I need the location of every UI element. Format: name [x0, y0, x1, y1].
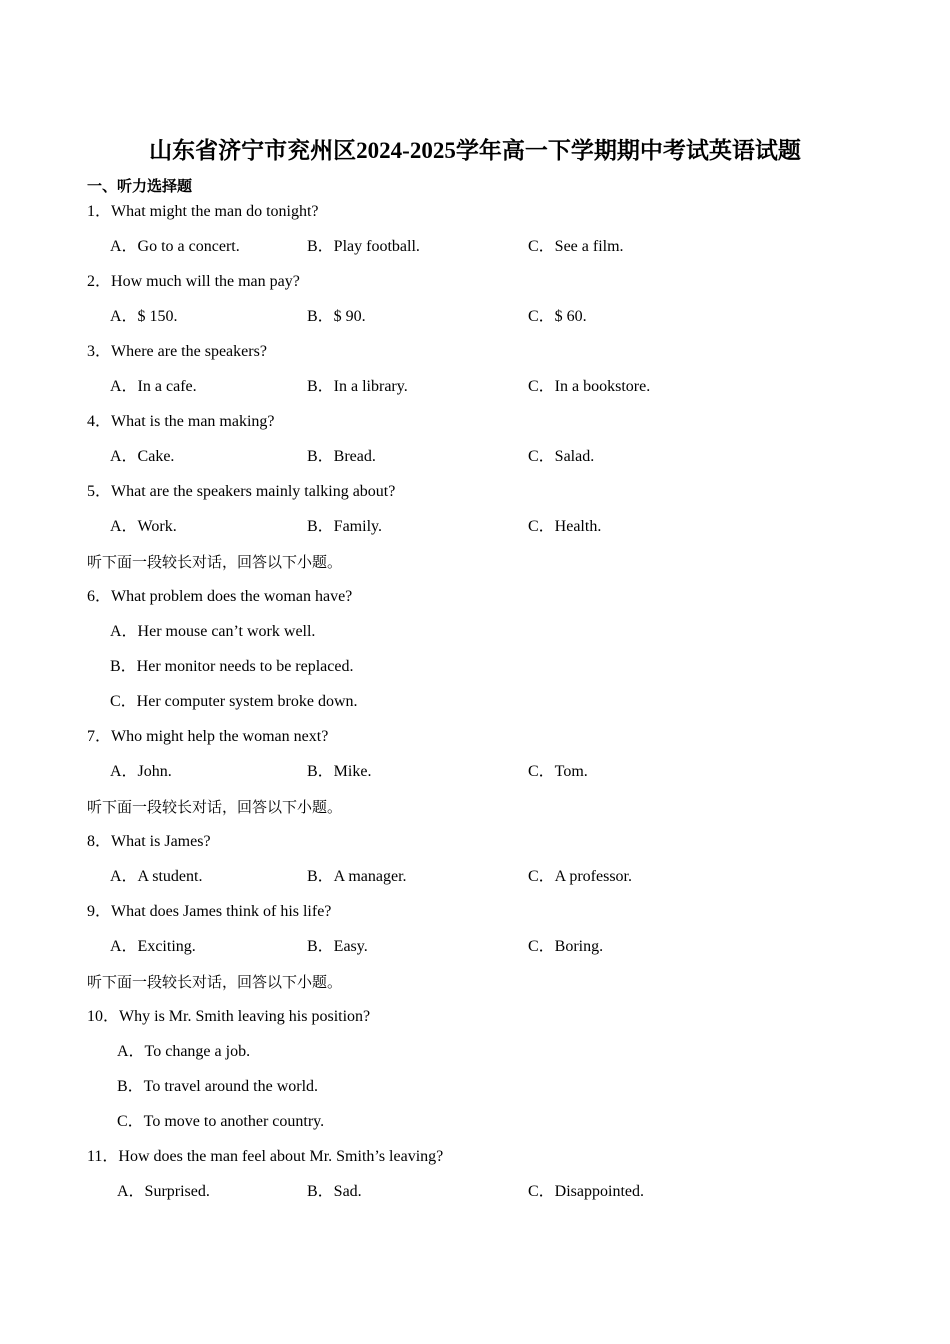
question-3 [87, 341, 267, 363]
option-4b: B．Bread. [307, 448, 376, 465]
option-7c: C．Tom. [528, 763, 588, 780]
question-text: What is the man making? [111, 413, 275, 430]
question-text: What are the speakers mainly talking about? [111, 483, 396, 500]
option-9b: B．Easy. [307, 938, 368, 955]
option-1c: C．See a film. [528, 238, 624, 255]
question-text: How does the man feel about Mr. Smith’s leaving? [118, 1148, 444, 1165]
option-7b: B．Mike. [307, 763, 372, 780]
listening-instruction: 听下面一段较长对话，回答以下小题。 [87, 975, 343, 991]
option-3c: C．In a bookstore. [528, 378, 651, 395]
question-text: Why is Mr. Smith leaving his position? [119, 1008, 371, 1025]
option-5b: B．Family. [307, 518, 382, 535]
option-2c: C．$ 60. [528, 308, 587, 325]
question-5 [87, 481, 395, 503]
question-text: Where are the speakers? [111, 343, 267, 360]
option-10b: B．To travel around the world. [117, 1078, 319, 1095]
option-5a: A．Work. [110, 518, 177, 535]
option-8b: B．A manager. [307, 868, 407, 885]
option-7a: A．John. [110, 763, 172, 780]
section-title: 一、听力选择题 [87, 179, 193, 195]
option-4a: A．Cake. [110, 448, 175, 465]
option-11b: B．Sad. [307, 1183, 362, 1200]
question-number: 6． [87, 588, 112, 605]
question-text: How much will the man pay? [111, 273, 300, 290]
question-number: 5． [87, 483, 112, 500]
option-3a: A．In a cafe. [110, 378, 197, 395]
option-11a: A．Surprised. [117, 1183, 210, 1200]
option-6a: A．Her mouse can’t work well. [110, 623, 316, 640]
question-number: 7． [87, 728, 112, 745]
question-4 [87, 411, 275, 433]
option-8c: C．A professor. [528, 868, 633, 885]
question-text: Who might help the woman next? [111, 728, 329, 745]
question-number: 10． [87, 1008, 120, 1025]
option-10a: A．To change a job. [117, 1043, 251, 1060]
listening-instruction: 听下面一段较长对话，回答以下小题。 [87, 800, 343, 816]
option-6c: C．Her computer system broke down. [110, 693, 358, 710]
question-10 [87, 1006, 370, 1028]
option-9a: A．Exciting. [110, 938, 196, 955]
option-6b: B．Her monitor needs to be replaced. [110, 658, 354, 675]
option-11c: C．Disappointed. [528, 1183, 644, 1200]
option-3b: B．In a library. [307, 378, 408, 395]
option-8a: A．A student. [110, 868, 203, 885]
question-text: What does James think of his life? [111, 903, 332, 920]
question-number: 1． [87, 203, 112, 220]
question-number: 3． [87, 343, 112, 360]
question-7 [87, 726, 328, 748]
option-9c: C．Boring. [528, 938, 604, 955]
question-number: 11． [87, 1148, 119, 1165]
option-5c: C．Health. [528, 518, 602, 535]
question-number: 9． [87, 903, 112, 920]
question-1 [87, 201, 319, 223]
question-text: What might the man do tonight? [111, 203, 319, 220]
option-10c: C．To move to another country. [117, 1113, 325, 1130]
question-number: 4． [87, 413, 112, 430]
option-4c: C．Salad. [528, 448, 595, 465]
question-text: What problem does the woman have? [111, 588, 353, 605]
option-2a: A．$ 150. [110, 308, 178, 325]
question-11 [87, 1146, 443, 1168]
option-1b: B．Play football. [307, 238, 420, 255]
question-9 [87, 901, 331, 923]
option-1a: A．Go to a concert. [110, 238, 240, 255]
question-number: 2． [87, 273, 112, 290]
question-2 [87, 271, 300, 293]
question-8 [87, 831, 211, 853]
option-2b: B．$ 90. [307, 308, 366, 325]
listening-instruction: 听下面一段较长对话，回答以下小题。 [87, 555, 343, 571]
question-6 [87, 586, 352, 608]
question-text: What is James? [111, 833, 211, 850]
question-number: 8． [87, 833, 112, 850]
page-title: 山东省济宁市兖州区2024-2025学年高一下学期期中考试英语试题 [149, 138, 801, 163]
